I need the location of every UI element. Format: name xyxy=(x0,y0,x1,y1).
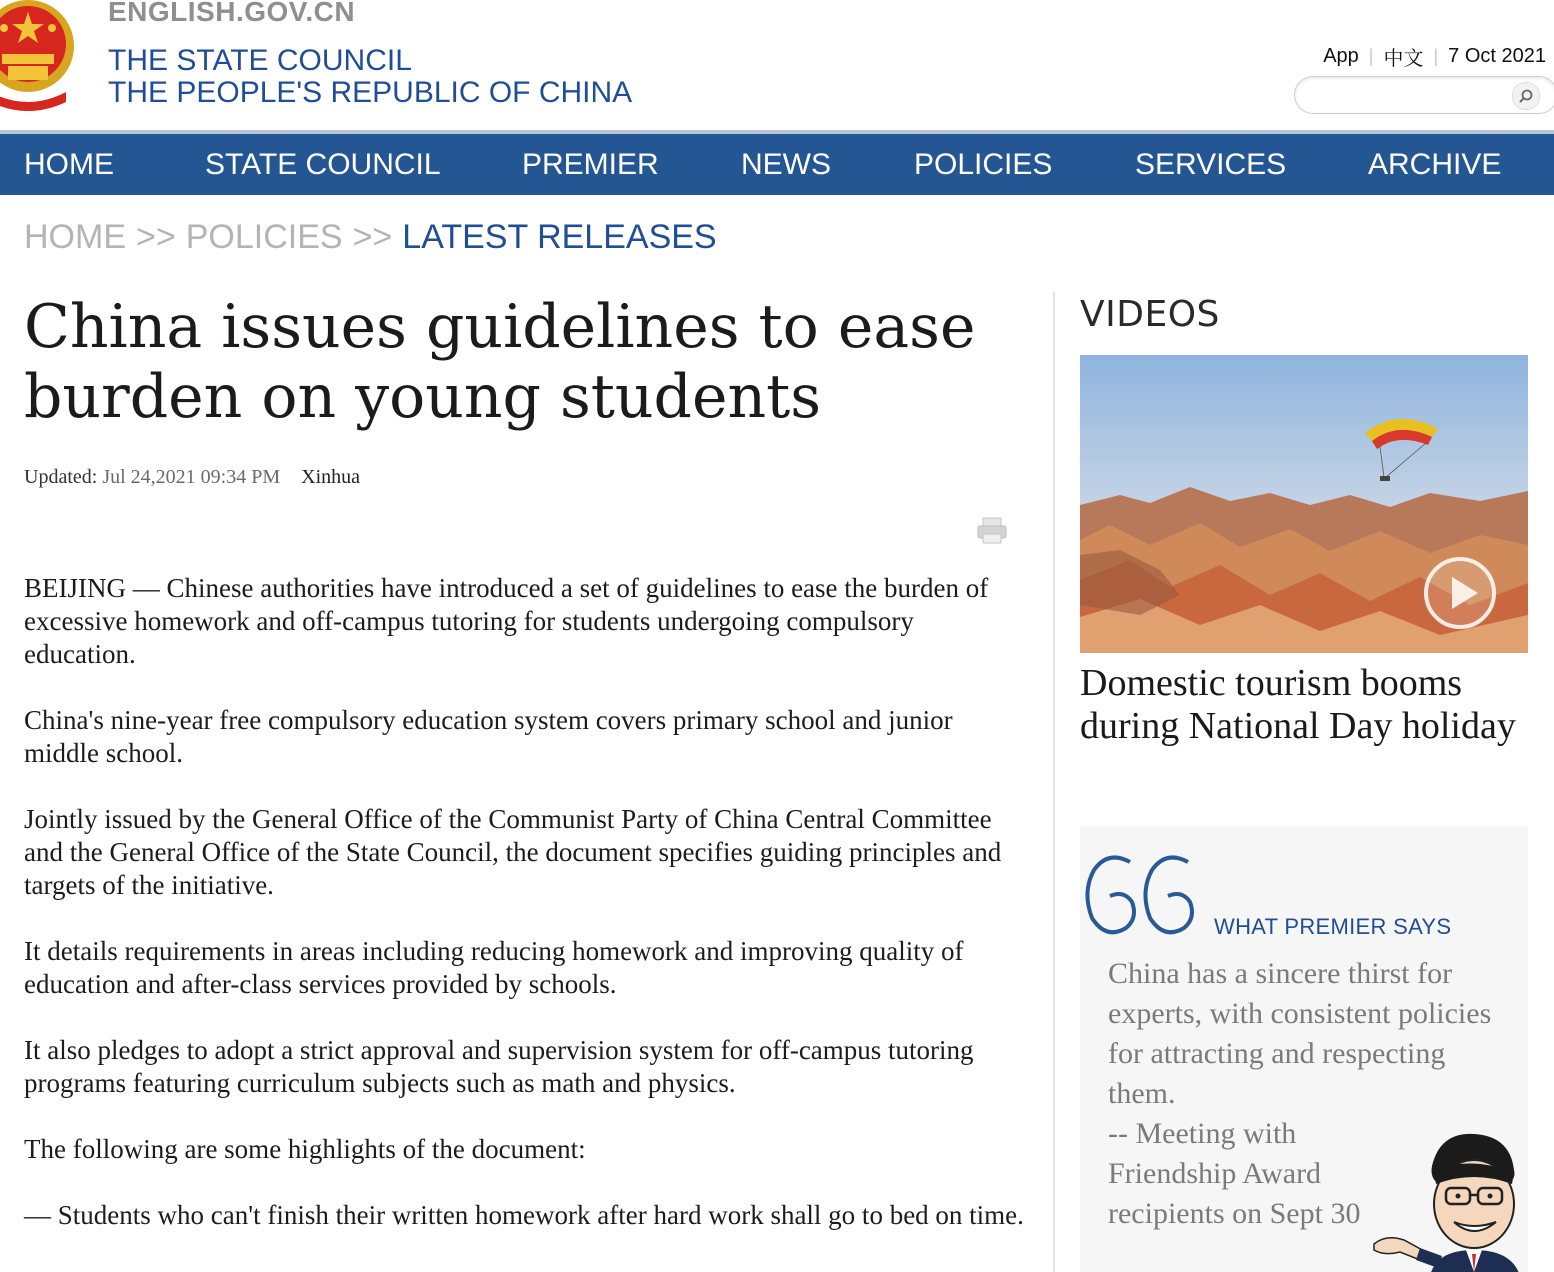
search-input[interactable] xyxy=(1309,77,1513,111)
site-name[interactable]: ENGLISH.GOV.CN xyxy=(108,0,356,27)
updated-timestamp: Jul 24,2021 09:34 PM xyxy=(102,466,281,488)
videos-heading[interactable]: VIDEOS xyxy=(1080,294,1220,335)
article-body xyxy=(24,572,1024,1265)
updated-label: Updated: xyxy=(24,466,98,488)
article-paragraph: China's nine-year free compulsory education system covers primary school and junior middle school. xyxy=(24,705,953,768)
quote-mark-icon xyxy=(1080,840,1198,940)
nav-item-state-council[interactable]: STATE COUNCIL xyxy=(205,148,441,181)
premier-quote-box xyxy=(1080,826,1528,1272)
breadcrumb-separator: >> xyxy=(136,218,176,256)
nav-item-home[interactable]: HOME xyxy=(24,148,114,181)
video-thumbnail[interactable] xyxy=(1080,355,1528,653)
council-title-line1[interactable]: THE STATE COUNCIL xyxy=(108,44,412,77)
column-divider xyxy=(1053,292,1055,1272)
premier-cartoon-image xyxy=(1370,1126,1528,1272)
article-paragraph: It also pledges to adopt a strict approval and supervision system for off-campus tutoring programs featuring curriculum subjects such as math and physics. xyxy=(24,1035,974,1098)
premier-says-label[interactable]: WHAT PREMIER SAYS xyxy=(1214,914,1452,939)
chinese-language-link[interactable]: 中文 xyxy=(1383,48,1424,70)
nav-item-services[interactable]: SERVICES xyxy=(1135,148,1287,181)
breadcrumb-home[interactable]: HOME xyxy=(24,218,126,256)
breadcrumb-current[interactable]: LATEST RELEASES xyxy=(402,218,717,256)
council-title-line2[interactable]: THE PEOPLE'S REPUBLIC OF CHINA xyxy=(108,76,633,109)
article-paragraph: The following are some highlights of the document: xyxy=(24,1134,586,1164)
video-caption[interactable]: Domestic tourism booms during National Day holiday xyxy=(1080,662,1516,747)
national-emblem-logo[interactable] xyxy=(0,0,76,112)
breadcrumb xyxy=(24,218,717,257)
nav-item-premier[interactable]: PREMIER xyxy=(522,148,659,181)
nav-item-news[interactable]: NEWS xyxy=(741,148,831,181)
quote-attribution: -- Meeting with Friendship Award recipients on Sept 30 xyxy=(1108,1117,1361,1230)
main-nav xyxy=(0,134,1554,195)
article-paragraph: It details requirements in areas including reducing homework and improving quality of education and after-class services provided by schools. xyxy=(24,936,964,999)
article-paragraph: Jointly issued by the General Office of the Communist Party of China Central Committee and the General Office of the State Council, the document specifies guiding principles and targets of the initiative. xyxy=(24,804,1002,900)
print-icon[interactable] xyxy=(976,516,1008,546)
nav-item-archive[interactable]: ARCHIVE xyxy=(1368,148,1502,181)
article-headline: China issues guidelines to ease burden on young students xyxy=(24,292,976,432)
article-paragraph: — Students who can't finish their written homework after hard work shall go to bed on time. xyxy=(24,1200,1024,1230)
current-date: 7 Oct 2021 xyxy=(1448,45,1546,67)
nav-item-policies[interactable]: POLICIES xyxy=(914,148,1053,181)
premier-quote: China has a sincere thirst for experts, with consistent policies for attracting and respecting them. xyxy=(1108,957,1492,1110)
article-source: Xinhua xyxy=(301,466,361,488)
breadcrumb-separator: >> xyxy=(352,218,393,256)
search-icon[interactable] xyxy=(1512,82,1540,110)
app-link[interactable]: App xyxy=(1323,45,1359,67)
article-paragraph: BEIJING — Chinese authorities have introduced a set of guidelines to ease the burden of excessive homework and off-campus tutoring for students undergoing compulsory education. xyxy=(24,573,989,669)
top-link-separator: | xyxy=(1433,46,1439,66)
breadcrumb-policies[interactable]: POLICIES xyxy=(185,218,343,256)
article-meta xyxy=(24,466,360,489)
top-link-separator: | xyxy=(1368,46,1374,66)
top-links xyxy=(1323,42,1546,71)
